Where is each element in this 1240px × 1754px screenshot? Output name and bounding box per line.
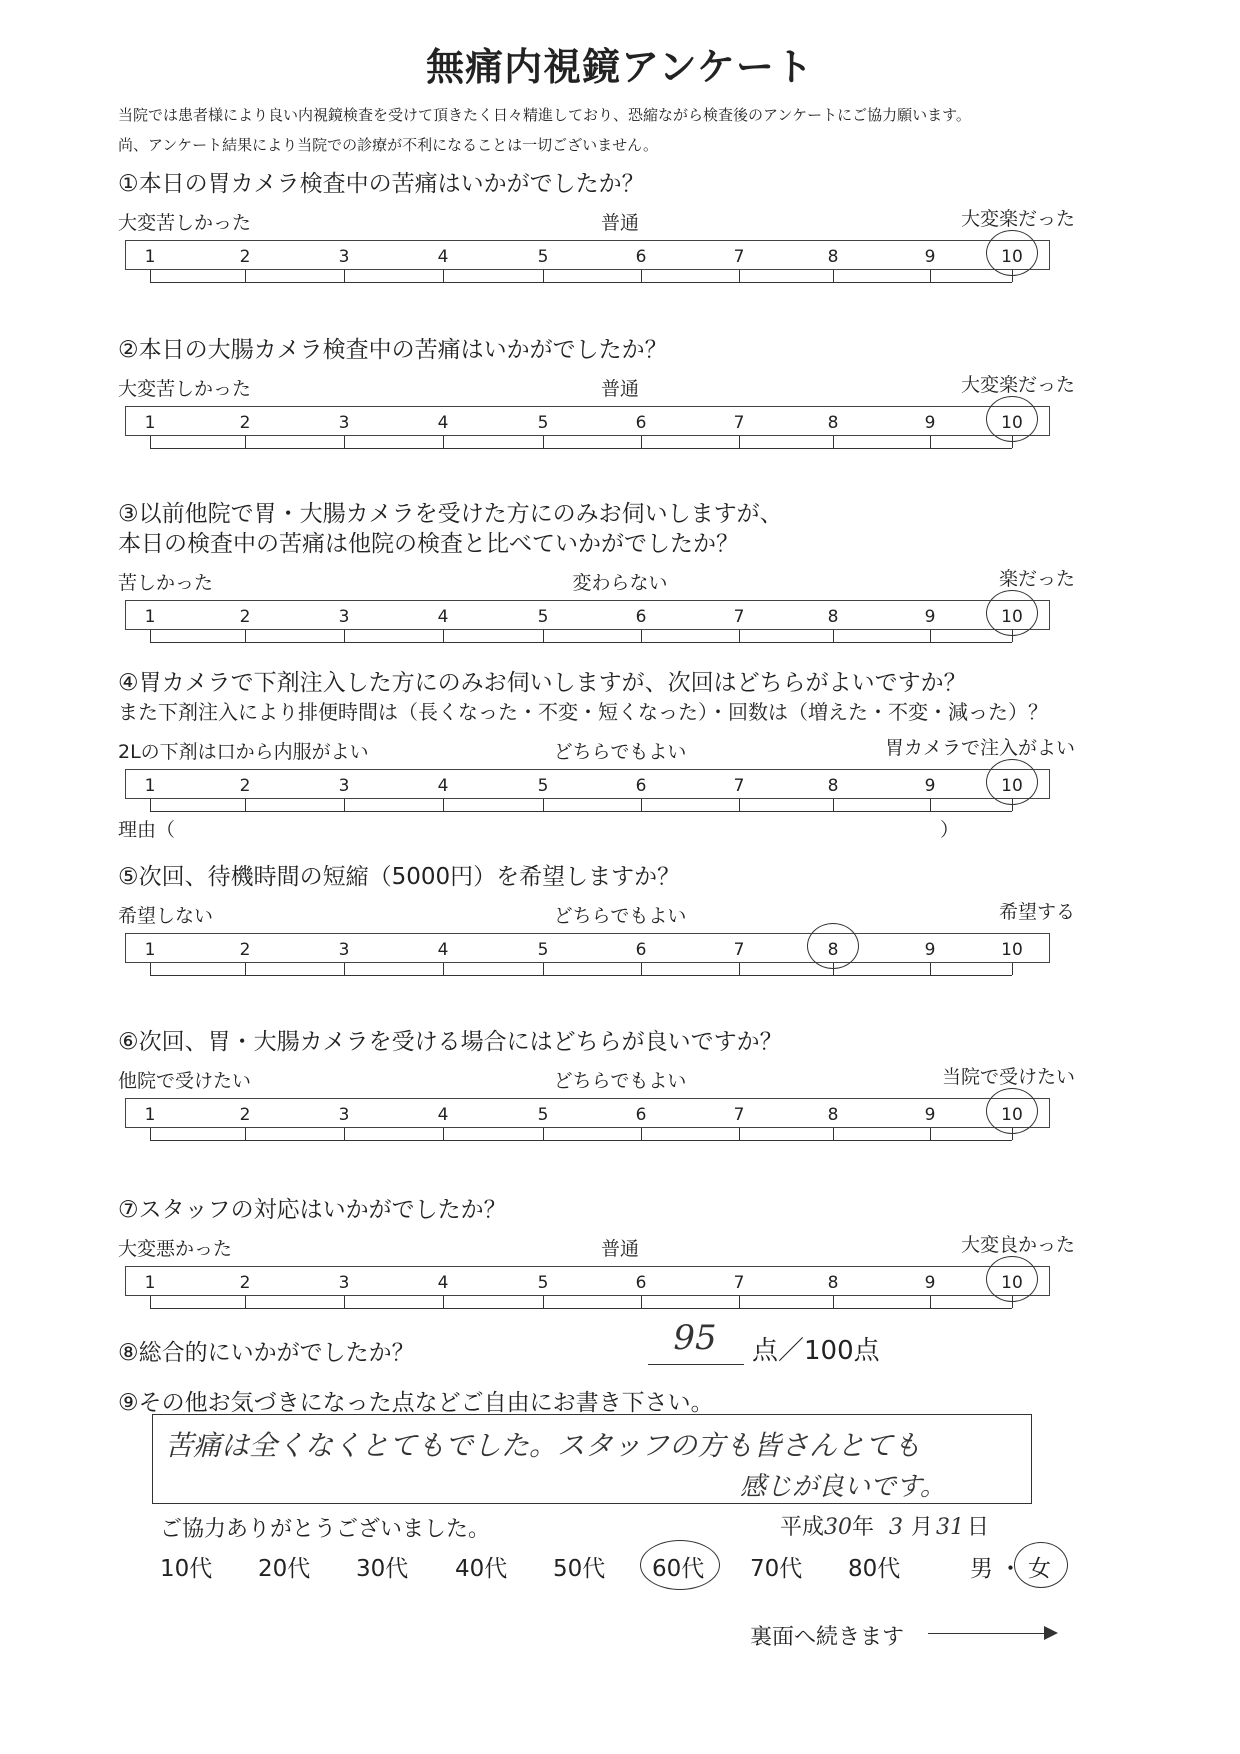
q7-answer-circle (986, 1256, 1038, 1302)
q6-scale-number[interactable]: 4 (437, 1105, 449, 1125)
q2-scale-number[interactable]: 7 (733, 413, 745, 433)
q2-scale-number[interactable]: 6 (635, 413, 647, 433)
q4-label-left: 2Lの下剤は口から内服がよい (118, 741, 369, 763)
gender-female[interactable]: 女 (1028, 1556, 1051, 1582)
q2-label-right: 大変楽だった (960, 374, 1075, 396)
q1-scale-number[interactable]: 6 (635, 247, 647, 267)
q2-scale-tick (641, 436, 642, 448)
q6-label-mid: どちらでもよい (553, 1070, 687, 1092)
q3-label-left: 苦しかった (118, 572, 214, 594)
q7-label-mid: 普通 (600, 1238, 639, 1260)
q5-scale-number[interactable]: 5 (537, 940, 549, 960)
q3-label-right: 楽だった (998, 568, 1075, 590)
q4-scale-number[interactable]: 9 (924, 776, 936, 796)
q8-score[interactable]: 95 (673, 1318, 717, 1358)
q7-scale-tick (739, 1296, 740, 1308)
q6-answer-circle (986, 1088, 1038, 1134)
q6-text: ⑥次回、胃・大腸カメラを受ける場合にはどちらが良いですか？ (118, 1029, 783, 1055)
comment-line-2: 感じが良いです。 (740, 1472, 946, 1502)
q7-scale-tick (641, 1296, 642, 1308)
q4-scale-tick (344, 799, 345, 811)
q1-label-right: 大変楽だった (960, 208, 1075, 230)
date-day-label: 日 (967, 1515, 990, 1540)
q1-scale-tick (833, 270, 834, 282)
q6-label-right: 当院で受けたい (941, 1066, 1075, 1088)
q3-text: ③以前他院で胃・大腸カメラを受けた方にのみお伺いしますが、 (118, 501, 783, 527)
q1-scale-number[interactable]: 4 (437, 247, 449, 267)
q7-scale-tick (833, 1296, 834, 1308)
q2-text: ②本日の大腸カメラ検査中の苦痛はいかがでしたか？ (118, 337, 668, 363)
q5-scale-number[interactable]: 8 (827, 940, 839, 960)
comment-line-1: 苦痛は全くなくとてもでした。スタッフの方も皆さんとても (165, 1429, 922, 1462)
q3-scale-tick (739, 630, 740, 642)
arrow-right-icon (1044, 1626, 1058, 1640)
q2-scale-number[interactable]: 1 (144, 413, 156, 433)
q3-scale-tick (150, 630, 151, 642)
q1-scale-number[interactable]: 1 (144, 247, 156, 267)
q1-scale-tick (739, 270, 740, 282)
q4-scale-number[interactable]: 5 (537, 776, 549, 796)
intro-line-1: 当院では患者様により良い内視鏡検査を受けて頂きたく日々精進しており、恐縮ながら検査後のアンケートにご協力願います。 (118, 106, 971, 124)
q3-scale-number[interactable]: 10 (1001, 607, 1023, 627)
gender-selection-circle (1014, 1542, 1068, 1588)
q4-scale-number[interactable]: 8 (827, 776, 839, 796)
q3-scale-number[interactable]: 8 (827, 607, 839, 627)
q8-text: ⑧総合的にいかがでしたか？ (118, 1340, 415, 1366)
q9-text: ⑨その他お気づきになった点などご自由にお書き下さい。 (118, 1390, 714, 1416)
q5-scale-number[interactable]: 6 (635, 940, 647, 960)
q5-scale-tick (344, 963, 345, 975)
q1-scale-number[interactable]: 9 (924, 247, 936, 267)
q4-scale-number[interactable]: 7 (733, 776, 745, 796)
q7-scale-number[interactable]: 7 (733, 1273, 745, 1293)
q5-scale-tick (443, 963, 444, 975)
q3-scale-tick (833, 630, 834, 642)
q4-scale-number[interactable]: 10 (1001, 776, 1023, 796)
q5-scale-number[interactable]: 3 (338, 940, 350, 960)
q2-scale-tick (344, 436, 345, 448)
q4-scale-tick (930, 799, 931, 811)
q2-scale-number[interactable]: 4 (437, 413, 449, 433)
q6-scale-tick (641, 1128, 642, 1140)
q6-scale-number[interactable]: 3 (338, 1105, 350, 1125)
q5-text: ⑤次回、待機時間の短縮（5000円）を希望しますか？ (118, 864, 681, 890)
q2-answer-circle (986, 396, 1038, 442)
q6-scale-baseline (150, 1140, 1012, 1141)
q4-reason-close: ） (940, 819, 960, 841)
q4-scale-tick (150, 799, 151, 811)
q3-text-2: 本日の検査中の苦痛は他院の検査と比べていかがでしたか？ (118, 531, 739, 557)
q7-scale-number[interactable]: 1 (144, 1273, 156, 1293)
q1-scale-number[interactable]: 7 (733, 247, 745, 267)
q5-scale-tick (930, 963, 931, 975)
q3-label-mid: 変わらない (572, 572, 668, 594)
q4-scale-tick (739, 799, 740, 811)
q2-scale-number[interactable]: 8 (827, 413, 839, 433)
q6-scale-tick (344, 1128, 345, 1140)
q4-scale-number[interactable]: 6 (635, 776, 647, 796)
q7-scale-tick (443, 1296, 444, 1308)
age-option[interactable]: 40代 (455, 1556, 508, 1582)
q1-scale-tick (543, 270, 544, 282)
q1-text: ①本日の胃カメラ検査中の苦痛はいかがでしたか？ (118, 171, 645, 197)
q6-scale-tick (443, 1128, 444, 1140)
q8-suffix: 点／100点 (752, 1336, 880, 1366)
q5-scale-number[interactable]: 7 (733, 940, 745, 960)
q1-scale-number[interactable]: 8 (827, 247, 839, 267)
q7-scale-number[interactable]: 6 (635, 1273, 647, 1293)
continue-text: 裏面へ続きます (750, 1625, 905, 1650)
q6-scale-number[interactable]: 2 (239, 1105, 251, 1125)
q3-scale-number[interactable]: 9 (924, 607, 936, 627)
q3-scale-number[interactable]: 7 (733, 607, 745, 627)
q3-scale-tick (245, 630, 246, 642)
q2-scale-tick (930, 436, 931, 448)
q6-scale-number[interactable]: 6 (635, 1105, 647, 1125)
date-year[interactable]: 30 (824, 1515, 853, 1540)
date-month-label: 月 (911, 1515, 934, 1540)
q1-scale-tick (245, 270, 246, 282)
q4-scale-number[interactable]: 1 (144, 776, 156, 796)
q6-scale-number[interactable]: 8 (827, 1105, 839, 1125)
q2-scale-tick (543, 436, 544, 448)
gender-separator: ・ (999, 1556, 1022, 1582)
date (780, 1510, 989, 1541)
q2-label-left: 大変苦しかった (118, 378, 252, 400)
q3-scale-tick (641, 630, 642, 642)
q2-scale-tick (443, 436, 444, 448)
q1-scale-number[interactable]: 2 (239, 247, 251, 267)
q3-scale-tick (344, 630, 345, 642)
q4-answer-circle (986, 759, 1038, 805)
q7-scale-number[interactable]: 10 (1001, 1273, 1023, 1293)
q6-scale-tick (739, 1128, 740, 1140)
age-option[interactable]: 10代 (160, 1556, 213, 1582)
q2-scale-tick (739, 436, 740, 448)
q1-label-left: 大変苦しかった (118, 212, 252, 234)
q5-scale-tick (1012, 963, 1013, 975)
q6-label-left: 他院で受けたい (118, 1070, 252, 1092)
q3-scale-number[interactable]: 2 (239, 607, 251, 627)
q1-answer-circle (986, 230, 1038, 276)
q2-scale-tick (833, 436, 834, 448)
q2-scale-baseline (150, 448, 1012, 449)
q4-text-2: また下剤注入により排便時間は（長くなった・不変・短くなった）・回数は（増えた・不変・減った）？ (118, 700, 1048, 724)
q4-scale-baseline (150, 811, 1012, 812)
q4-scale-tick (641, 799, 642, 811)
q1-scale-number[interactable]: 10 (1001, 247, 1023, 267)
q7-label-right: 大変良かった (960, 1234, 1075, 1256)
q2-scale-tick (245, 436, 246, 448)
q6-scale-tick (930, 1128, 931, 1140)
q1-scale-tick (150, 270, 151, 282)
q3-scale-tick (930, 630, 931, 642)
q4-scale-number[interactable]: 3 (338, 776, 350, 796)
q6-scale-tick (543, 1128, 544, 1140)
q7-scale-number[interactable]: 8 (827, 1273, 839, 1293)
q5-scale-tick (150, 963, 151, 975)
q7-scale-number[interactable]: 2 (239, 1273, 251, 1293)
q7-scale-number[interactable]: 4 (437, 1273, 449, 1293)
q3-scale-number[interactable]: 3 (338, 607, 350, 627)
q2-scale-tick (150, 436, 151, 448)
q5-scale-tick (739, 963, 740, 975)
q4-text: ④胃カメラで下剤注入した方にのみお伺いしますが、次回はどちらがよいですか？ (118, 670, 967, 696)
q6-scale-number[interactable]: 1 (144, 1105, 156, 1125)
q1-label-mid: 普通 (600, 212, 639, 234)
q3-scale-tick (443, 630, 444, 642)
gender-male[interactable]: 男 (970, 1556, 993, 1582)
age-option[interactable]: 30代 (356, 1556, 409, 1582)
q1-scale-tick (344, 270, 345, 282)
q6-scale-tick (245, 1128, 246, 1140)
q7-scale-tick (344, 1296, 345, 1308)
q8-score-underline (648, 1364, 744, 1365)
q5-scale-tick (245, 963, 246, 975)
q6-scale-number[interactable]: 10 (1001, 1105, 1023, 1125)
q4-scale-tick (245, 799, 246, 811)
q5-scale-number[interactable]: 2 (239, 940, 251, 960)
q2-scale-number[interactable]: 9 (924, 413, 936, 433)
q6-scale-tick (833, 1128, 834, 1140)
q4-scale-tick (833, 799, 834, 811)
intro-line-2: 尚、アンケート結果により当院での診療が不利になることは一切ございません。 (118, 136, 659, 154)
q7-scale-tick (543, 1296, 544, 1308)
q4-scale-number[interactable]: 2 (239, 776, 251, 796)
q6-scale-number[interactable]: 7 (733, 1105, 745, 1125)
q4-reason-label: 理由（ (118, 819, 176, 841)
continue-arrow-line (928, 1633, 1046, 1634)
q2-scale-number[interactable]: 10 (1001, 413, 1023, 433)
q1-scale-number[interactable]: 5 (537, 247, 549, 267)
q1-scale-tick (641, 270, 642, 282)
q5-label-right: 希望する (998, 901, 1075, 923)
q2-label-mid: 普通 (600, 378, 639, 400)
q4-label-mid: どちらでもよい (553, 741, 687, 763)
q5-scale-tick (641, 963, 642, 975)
q4-scale-tick (543, 799, 544, 811)
q3-scale-number[interactable]: 1 (144, 607, 156, 627)
age-option[interactable]: 80代 (848, 1556, 901, 1582)
q3-answer-circle (986, 590, 1038, 636)
age-selection-circle (640, 1540, 720, 1590)
q5-scale-number[interactable]: 4 (437, 940, 449, 960)
age-option[interactable]: 60代 (652, 1556, 705, 1582)
q7-label-left: 大変悪かった (118, 1238, 233, 1260)
q5-scale-tick (543, 963, 544, 975)
q3-scale-tick (543, 630, 544, 642)
q4-scale-number[interactable]: 4 (437, 776, 449, 796)
q5-answer-circle (807, 923, 859, 969)
page-title: 無痛内視鏡アンケート (426, 45, 814, 89)
q7-scale-baseline (150, 1308, 1012, 1309)
q7-text: ⑦スタッフの対応はいかがでしたか？ (118, 1197, 507, 1223)
age-option[interactable]: 70代 (750, 1556, 803, 1582)
q6-scale-number[interactable]: 5 (537, 1105, 549, 1125)
q4-label-right: 胃カメラで注入がよい (884, 737, 1075, 759)
q1-scale-tick (443, 270, 444, 282)
q7-scale-number[interactable]: 5 (537, 1273, 549, 1293)
age-option[interactable]: 20代 (258, 1556, 311, 1582)
q5-scale-number[interactable]: 1 (144, 940, 156, 960)
thanks-text: ご協力ありがとうございました。 (160, 1517, 491, 1542)
q2-scale-number[interactable]: 5 (537, 413, 549, 433)
q1-scale-tick (930, 270, 931, 282)
q5-scale-number[interactable]: 10 (1001, 940, 1023, 960)
date-era: 平成 (780, 1515, 825, 1540)
q7-scale-tick (245, 1296, 246, 1308)
q1-scale-number[interactable]: 3 (338, 247, 350, 267)
q7-scale-number[interactable]: 3 (338, 1273, 350, 1293)
q5-scale-number[interactable]: 9 (924, 940, 936, 960)
q1-scale-baseline (150, 282, 1012, 283)
date-year-label: 年 (852, 1515, 875, 1540)
q7-scale-number[interactable]: 9 (924, 1273, 936, 1293)
q2-scale-number[interactable]: 2 (239, 413, 251, 433)
q7-scale-tick (150, 1296, 151, 1308)
q3-scale-number[interactable]: 6 (635, 607, 647, 627)
q7-scale-tick (930, 1296, 931, 1308)
q3-scale-number[interactable]: 5 (537, 607, 549, 627)
q2-scale-number[interactable]: 3 (338, 413, 350, 433)
q5-scale-baseline (150, 975, 1012, 976)
q5-label-left: 希望しない (118, 905, 214, 927)
q5-label-mid: どちらでもよい (553, 905, 687, 927)
q6-scale-tick (150, 1128, 151, 1140)
q3-scale-number[interactable]: 4 (437, 607, 449, 627)
date-month[interactable]: 3 (889, 1515, 904, 1540)
q3-scale-baseline (150, 642, 1012, 643)
date-day[interactable]: 31 (936, 1515, 965, 1540)
q4-scale-tick (443, 799, 444, 811)
age-option[interactable]: 50代 (553, 1556, 606, 1582)
q6-scale-number[interactable]: 9 (924, 1105, 936, 1125)
